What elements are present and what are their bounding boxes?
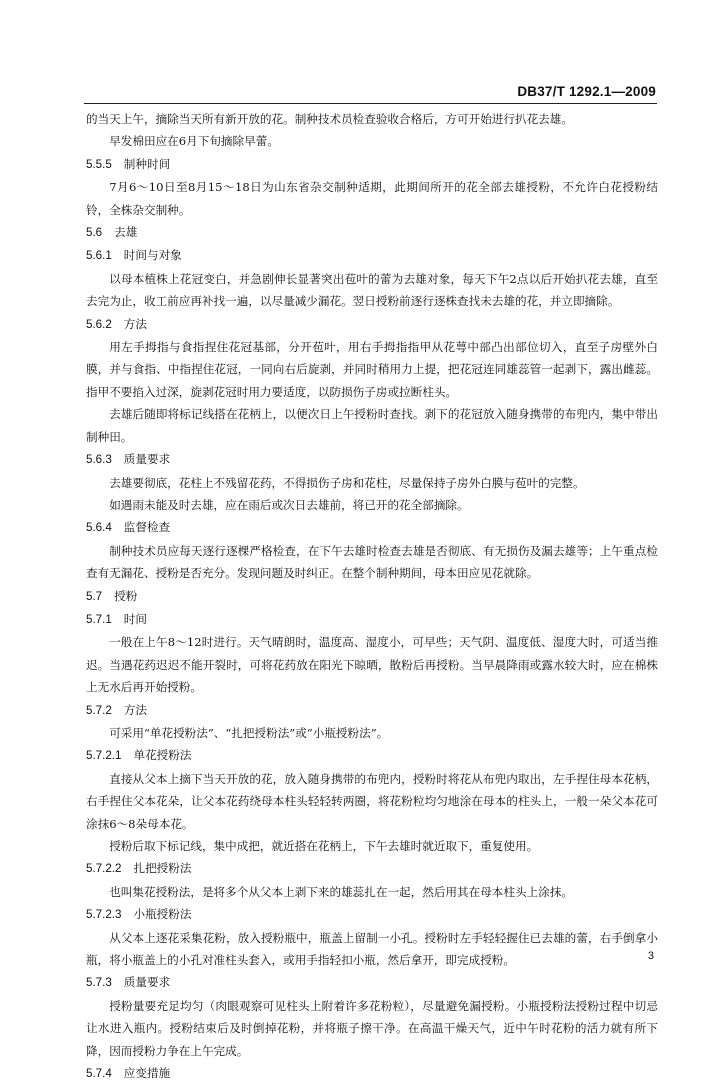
section-title: 单花授粉法: [133, 748, 192, 763]
paragraph: 可采用“单花授粉法”、“扎把授粉法”或“小瓶授粉法”。: [109, 725, 389, 740]
paragraph: 制种技术员应每天逐行逐棵严格检查，在下午去雄时检查去雄是否彻底、有无损伤及漏去雄等；上午重点检查有无漏花、授粉是否充分。发现问题及时纠正。在整个制种期间，母本田应见花就除。: [86, 543, 658, 581]
section-heading: [86, 153, 658, 176]
paragraph: 的当天上午，摘除当天所有新开放的花。制种技术员检查验收合格后，方可开始进行扒花去雄。: [86, 112, 573, 126]
paragraph: 授粉量要充足均匀（肉眼观察可见柱头上附着许多花粉粒），尽量避免漏授粉。小瓶授粉法授粉过程中切忌让水进入瓶内。授粉结束后及时倒掉花粉，并将瓶子擦干净。在高温干燥天气，近中午时花粉的活力就有所下降，因而授粉力争在上午完成。: [86, 998, 658, 1058]
paragraph: 用左手拇指与食指捏住花冠基部，分开苞叶，用右手拇指指甲从花萼中部凸出部位切入，直至子房壁外白膜，并与食指、中指捏住花冠，一同向右后旋剥，并同时稍用力上提，把花冠连同雄蕊管一起剥下，露出雌蕊。指甲不要掐入过深，旋剥花冠时用力要适度，以防损伤子房或拉断柱头。: [86, 340, 658, 399]
paragraph: 如遇雨未能及时去雄，应在雨后或次日去雄前，将已开的花全部摘除。: [109, 497, 469, 512]
section-number: 5.7.2.1: [86, 749, 122, 763]
section-heading: [86, 857, 658, 880]
section-heading: [86, 244, 658, 267]
page-number: 3: [647, 950, 654, 962]
paragraph: 早发棉田应在6月下旬摘除早蕾。: [109, 134, 279, 149]
section-title: 时间: [123, 611, 147, 626]
section-number: 5.6.3: [86, 453, 112, 467]
section-title: 质量要求: [123, 975, 171, 990]
section-title: 去雄: [114, 225, 138, 240]
section-heading: [86, 516, 658, 539]
section-title: 授粉: [114, 588, 138, 603]
section-number: 5.7.1: [86, 612, 112, 626]
paragraph: 从父本上逐花采集花粉，放入授粉瓶中，瓶盖上留制一小孔。授粉时左手轻轻握住已去雄的蕾，右手倒拿小瓶，将小瓶盖上的小孔对准柱头套入，或用手指轻扣小瓶，然后拿开，即完成授粉。: [86, 930, 658, 968]
paragraph: 也叫集花授粉法，是将多个从父本上剥下来的雄蕊扎在一起，然后用其在母本柱头上涂抹。: [109, 884, 573, 899]
section-title: 方法: [123, 702, 147, 717]
section-heading: [86, 221, 658, 244]
section-number: 5.7.4: [86, 1067, 112, 1081]
document-body: [86, 108, 658, 1085]
section-title: 方法: [123, 316, 147, 331]
section-title: 应变措施: [123, 1066, 171, 1081]
section-number: 5.7.2.3: [86, 908, 122, 922]
section-number: 5.7.2.2: [86, 862, 122, 876]
section-title: 扎把授粉法: [133, 861, 192, 876]
section-title: 时间与对象: [123, 248, 182, 263]
header-rule: [84, 103, 657, 104]
paragraph: 一般在上午8～12时进行。天气晴朗时，温度高、湿度小，可早些；天气阴、温度低、湿度大时，可适当推迟。当遇花药迟迟不能开裂时，可将花药放在阳光下晾晒，散粉后再授粉。当早晨降雨或露水较大时，应在棉株上无水后再开始授粉。: [86, 635, 658, 695]
section-title: 制种时间: [123, 156, 171, 171]
paragraph: 授粉后取下标记线，集中成把，就近搭在花柄上，下午去雄时就近取下，重复使用。: [109, 839, 539, 853]
section-heading: [86, 699, 658, 722]
standard-code: DB37/T 1292.1—2009: [517, 84, 656, 99]
section-number: 5.7: [86, 589, 103, 603]
paragraph: 直接从父本上摘下当天开放的花，放入随身携带的布兜内，授粉时将花从布兜内取出，左手捏住母本花柄，右手捏住父本花朵，让父本花药绕母本柱头轻轻转两圈，将花粉粒均匀地涂在母本的柱头上，一般一朵父本花可涂抹6～8朵母本花。: [86, 771, 658, 831]
section-heading: [86, 313, 658, 336]
paragraph: 7月6～10日至8月15～18日为山东省杂交制种适期，此期间所开的花全部去雄授粉，不允许白花授粉结铃，全株杂交制种。: [86, 180, 658, 217]
section-heading: [86, 971, 658, 994]
section-title: 质量要求: [123, 452, 171, 467]
paragraph: 去雄后随即将标记线搭在花柄上，以便次日上午授粉时查找。剥下的花冠放入随身携带的布兜内，集中带出制种田。: [86, 407, 658, 444]
section-heading: [86, 448, 658, 471]
section-heading: [86, 1062, 658, 1085]
section-number: 5.6.2: [86, 317, 112, 331]
section-heading: [86, 744, 658, 767]
section-number: 5.6.1: [86, 249, 112, 263]
section-number: 5.6: [86, 226, 103, 240]
section-number: 5.5.5: [86, 157, 112, 171]
section-heading: [86, 585, 658, 608]
section-heading: [86, 608, 658, 631]
paragraph: 以母本植株上花冠变白，并急剧伸长显著突出苞叶的蕾为去雄对象，每天下午2点以后开始扒花去雄，直至去完为止，收工前应再补找一遍，以尽量减少漏花。翌日授粉前逐行逐株查找未去雄的花，并立即摘除。: [86, 271, 658, 309]
section-number: 5.7.2: [86, 703, 112, 717]
paragraph: 去雄要彻底，花柱上不残留花药，不得损伤子房和花柱，尽量保持子房外白膜与苞叶的完整。: [109, 475, 585, 490]
section-heading: [86, 903, 658, 926]
section-number: 5.7.3: [86, 976, 112, 990]
section-title: 监督检查: [123, 520, 171, 535]
section-number: 5.6.4: [86, 521, 112, 535]
section-title: 小瓶授粉法: [133, 907, 192, 922]
